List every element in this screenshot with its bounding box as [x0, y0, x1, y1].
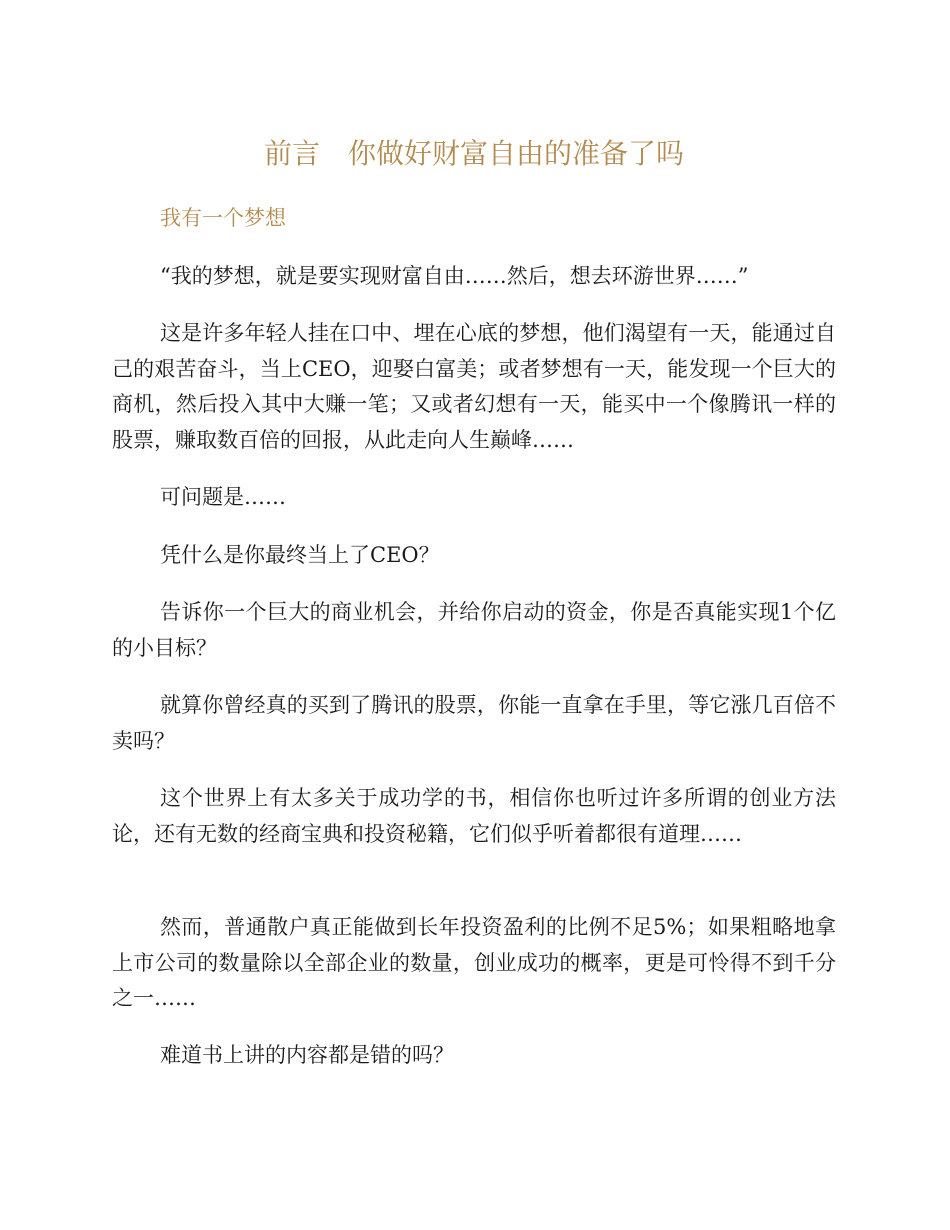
- paragraph-problem: 可问题是……: [160, 485, 286, 509]
- paragraph-young-people-dream: 这是许多年轻人挂在口中、埋在心底的梦想，他们渴望有一天，能通过自己的艰苦奋斗，当上CEO，迎娶白富美；或者梦想有一天，能发现一个巨大的商机，然后投入其中大赚一笔；又或者幻想有一天，能买中一个像腾讯一样的股票，赚取数百倍的回报，从此走向人生巅峰……: [112, 321, 836, 452]
- paragraph-dream-quote: “我的梦想，就是要实现财富自由……然后，想去环游世界……”: [160, 264, 749, 288]
- paragraph-statistics: 然而，普通散户真正能做到长年投资盈利的比例不足5%；如果粗略地拿上市公司的数量除以全部企业的数量，创业成功的概率，更是可怜得不到千分之一……: [112, 915, 836, 1010]
- paragraph-business-opportunity: 告诉你一个巨大的商业机会，并给你启动的资金，你是否真能实现1个亿的小目标？: [112, 600, 836, 660]
- paragraph-question: 难道书上讲的内容都是错的吗？: [160, 1043, 454, 1067]
- paragraph-tencent-stock: 就算你曾经真的买到了腾讯的股票，你能一直拿在手里，等它涨几百倍不卖吗？: [112, 693, 836, 753]
- paragraph-success-books: 这个世界上有太多关于成功学的书，相信你也听过许多所谓的创业方法论，还有无数的经商宝典和投资秘籍，它们似乎听着都很有道理……: [112, 786, 836, 846]
- chapter-title: 前言 你做好财富自由的准备了吗: [263, 137, 684, 170]
- paragraph-why-ceo: 凭什么是你最终当上了CEO？: [160, 543, 440, 567]
- section-heading: 我有一个梦想: [160, 206, 286, 230]
